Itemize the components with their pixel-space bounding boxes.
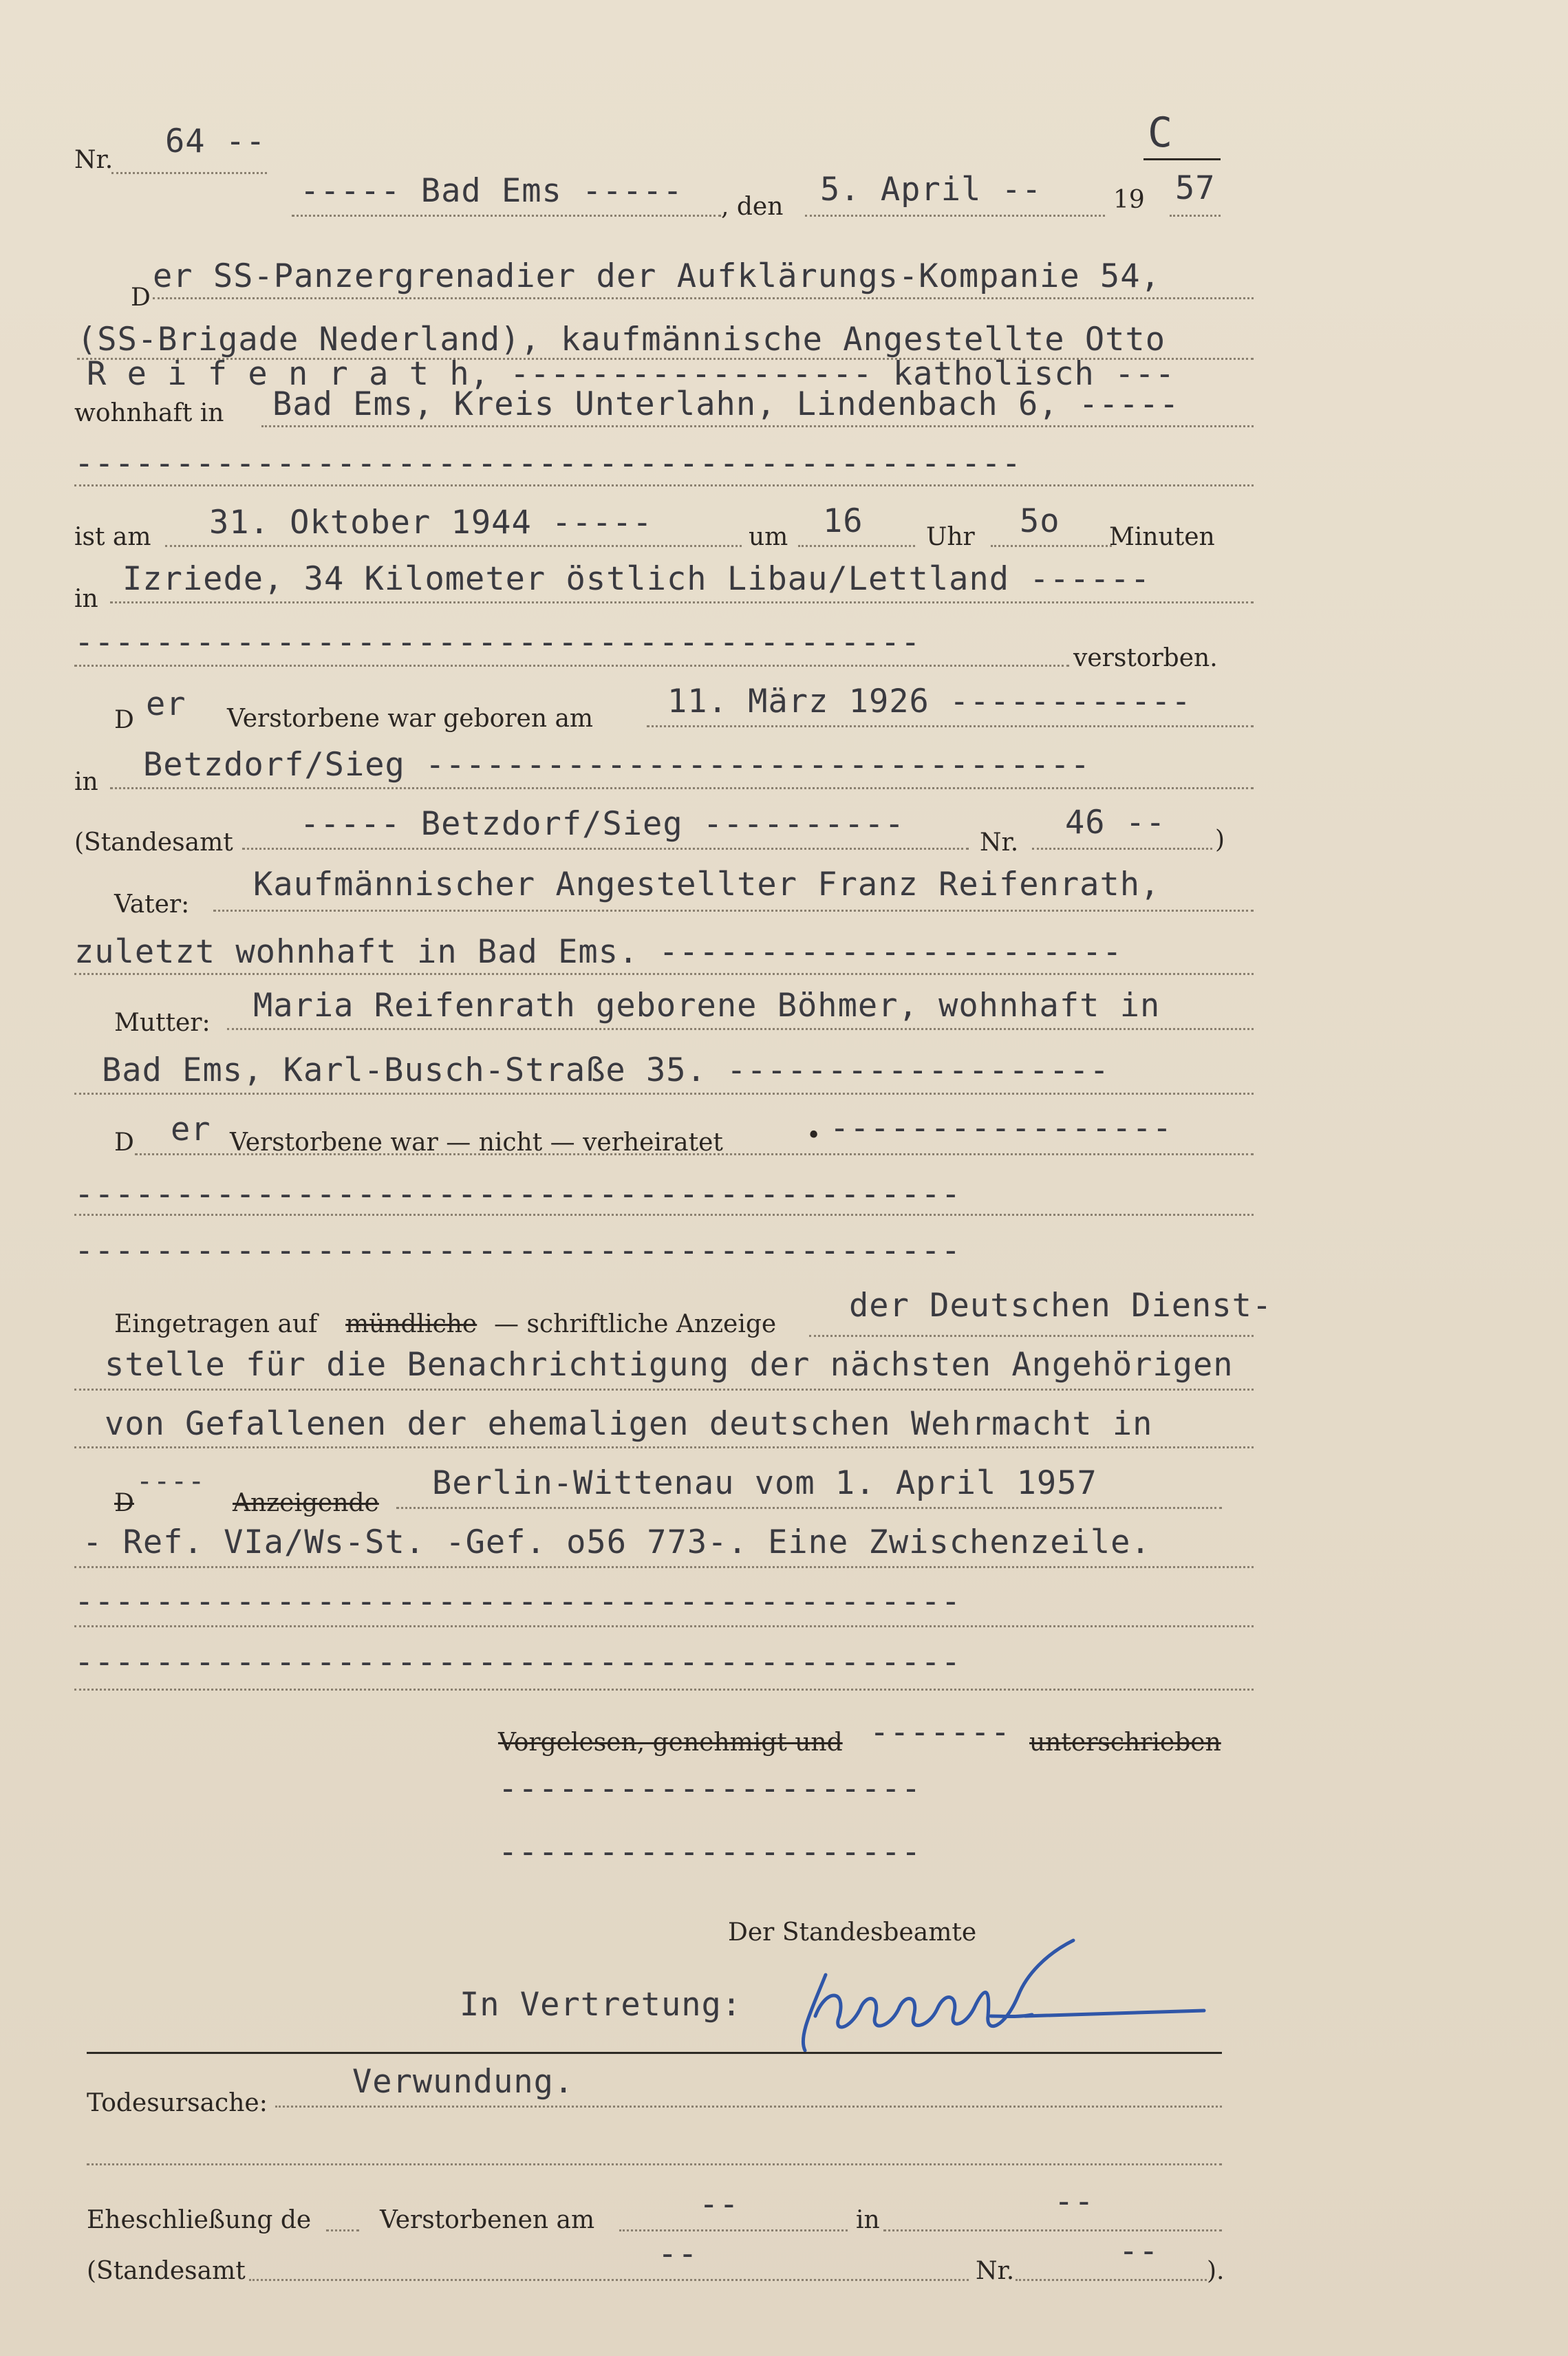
- birth-nr-dots: [1032, 848, 1212, 850]
- entry-d-dashes: ----: [136, 1466, 206, 1497]
- entry-dash-dots-2: [74, 1689, 1254, 1691]
- entry-line-5: - Ref. VIa/Ws-St. -Gef. o56 773-. Eine Zwischenzeile.: [83, 1523, 1151, 1561]
- in-vertretung-label: In Vertretung:: [460, 1986, 742, 2024]
- entry-line-1-dots: [809, 1335, 1254, 1337]
- birth-d-prefix: D: [114, 706, 134, 734]
- person-line-1: er SS-Panzergrenadier der Aufklärungs-Kompanie 54,: [153, 257, 1161, 295]
- um-label: um: [749, 523, 788, 551]
- footer-close: ).: [1207, 2257, 1225, 2285]
- minutes-dots: [991, 545, 1112, 547]
- den-label: , den: [721, 193, 784, 221]
- marital-label: Verstorbene war — nicht — verheiratet: [230, 1128, 723, 1157]
- marital-dash-dots-1: [74, 1214, 1254, 1216]
- uhr-label: Uhr: [926, 523, 975, 551]
- death-minutes: 5o: [1020, 502, 1060, 540]
- mutter-line-2: Bad Ems, Karl-Busch-Straße 35. -------------------: [102, 1051, 1110, 1089]
- mutter-line-2-dots: [74, 1093, 1254, 1095]
- entry-line-2: stelle für die Benachrichtigung der nächsten Angehörigen: [105, 1346, 1234, 1384]
- vater-label: Vater:: [114, 890, 190, 919]
- register-underline: [1143, 158, 1221, 160]
- birth-standesamt-value: ----- Betzdorf/Sieg ----------: [300, 805, 905, 843]
- birth-place: Betzdorf/Sieg ---------------------------------: [143, 746, 1091, 784]
- wohnhaft-label: wohnhaft in: [74, 399, 224, 427]
- entry-line-3: von Gefallenen der ehemaligen deutschen Wehrmacht in: [105, 1405, 1153, 1443]
- ist-am-label: ist am: [74, 523, 151, 551]
- eheschliessung-label-b: Verstorbenen am: [380, 2206, 595, 2234]
- birth-place-dots: [110, 787, 1254, 789]
- closing-struck-vorgelesen: Vorgelesen, genehmigt und: [498, 1728, 843, 1757]
- entry-struck-muendliche: mündliche: [345, 1310, 477, 1338]
- death-place-dots: [110, 601, 1254, 603]
- todesursache-label: Todesursache:: [87, 2089, 268, 2117]
- mutter-label: Mutter:: [114, 1009, 211, 1037]
- footer-nr-value: --: [1119, 2232, 1159, 2270]
- eheschliessung-in-label: in: [856, 2206, 880, 2234]
- entry-line-4: Berlin-Wittenau vom 1. April 1957: [432, 1464, 1097, 1502]
- entry-label-part-1: Eingetragen auf: [114, 1310, 318, 1338]
- vater-line-1-dots: [213, 910, 1254, 912]
- in-label: in: [74, 585, 98, 613]
- person-line-3: R e i f e n r a t h, ------------------ katholisch ---: [87, 355, 1176, 393]
- birth-label: Verstorbene war geboren am: [227, 705, 594, 733]
- birth-close-paren: ): [1215, 826, 1225, 854]
- mutter-line-1-dots: [227, 1028, 1254, 1030]
- birth-standesamt-label: (Standesamt: [74, 828, 233, 857]
- entry-line-2-dots: [74, 1389, 1254, 1391]
- entry-line-3-dots: [74, 1446, 1254, 1448]
- todesursache-dots: [275, 2106, 1222, 2108]
- person-line-2-dots: [77, 358, 1254, 360]
- address-dots: [261, 425, 1254, 427]
- death-dash-dots: [74, 665, 1069, 667]
- footer-nr-dots: [1016, 2279, 1207, 2281]
- birth-standesamt-dots: [242, 848, 969, 850]
- todesursache-value: Verwundung.: [352, 2063, 574, 2101]
- birth-nr-label: Nr.: [980, 828, 1019, 857]
- death-date-dots: [165, 545, 742, 547]
- hour-dots: [798, 545, 915, 547]
- footer-standesamt-dots: [249, 2279, 969, 2281]
- birth-d-suffix: er: [146, 685, 186, 723]
- marital-dash-line-2: --------------------------------------------: [74, 1232, 962, 1270]
- closing-dash-line-1: ---------------------: [498, 1770, 922, 1808]
- vater-line-1: Kaufmännischer Angestellter Franz Reifenrath,: [253, 866, 1161, 903]
- register-letter: C: [1148, 109, 1174, 157]
- entry-dash-line-1: --------------------------------------------: [74, 1583, 962, 1620]
- birth-in-label: in: [74, 768, 98, 796]
- verstorben-label: verstorben.: [1073, 644, 1218, 672]
- registrar-title: Der Standesbeamte: [728, 1918, 977, 1947]
- eheschliessung-place: --: [1054, 2183, 1095, 2220]
- person-dash-line: -----------------------------------------------: [74, 445, 1022, 482]
- handwritten-signature: [784, 1913, 1225, 2064]
- marital-d-suffix: er: [171, 1111, 211, 1148]
- place-dotted-line: [292, 215, 721, 217]
- marital-bullet: •: [806, 1122, 821, 1150]
- marital-d-prefix: D: [114, 1128, 134, 1157]
- marital-dots: [135, 1153, 1254, 1155]
- birth-nr-value: 46 --: [1065, 804, 1166, 842]
- marital-value: -----------------: [830, 1109, 1173, 1147]
- year-prefix: 19: [1113, 186, 1145, 214]
- entry-dash-dots-1: [74, 1625, 1254, 1627]
- entry-line-4-dots: [396, 1507, 1222, 1509]
- mutter-line-1: Maria Reifenrath geborene Böhmer, wohnhaft in: [253, 987, 1161, 1025]
- registry-place: ----- Bad Ems -----: [300, 172, 683, 210]
- death-date: 31. Oktober 1944 -----: [209, 504, 653, 542]
- date-dotted-line: [805, 215, 1105, 217]
- eheschliessung-label-a: Eheschließung de: [87, 2206, 312, 2234]
- dash-line-dots: [74, 484, 1254, 486]
- ehe-date-dots: [619, 2229, 848, 2231]
- ehe-place-dots: [883, 2229, 1222, 2231]
- closing-dash-line-2: ---------------------: [498, 1833, 922, 1871]
- nr-dotted-line: [111, 172, 267, 174]
- year-dotted-line: [1170, 215, 1221, 217]
- nr-value: 64 --: [165, 122, 266, 160]
- entry-line-1: der Deutschen Dienst-: [849, 1287, 1273, 1325]
- footer-standesamt-value: --: [658, 2235, 698, 2273]
- person-line-2: (SS-Brigade Nederland), kaufmännische Angestellte Otto: [77, 321, 1166, 358]
- marital-dash-line-1: --------------------------------------------: [74, 1175, 962, 1213]
- signature-separator-line: [87, 2052, 1222, 2054]
- person-address: Bad Ems, Kreis Unterlahn, Lindenbach 6, -----: [272, 385, 1180, 423]
- eheschliessung-date: --: [699, 2185, 740, 2223]
- closing-dashes: -------: [870, 1713, 1011, 1751]
- death-place: Izriede, 34 Kilometer östlich Libau/Lettland ------: [122, 560, 1151, 598]
- minuten-label: Minuten: [1109, 523, 1215, 551]
- entry-line-5-dots: [74, 1566, 1254, 1568]
- entry-struck-d: D: [114, 1489, 134, 1517]
- todesursache-dots-2: [87, 2163, 1222, 2165]
- closing-struck-unterschrieben: unterschrieben: [1029, 1728, 1221, 1757]
- nr-label: Nr.: [74, 146, 114, 174]
- person-line-1-dots: [153, 297, 1254, 299]
- birth-date: 11. März 1926 ------------: [667, 683, 1192, 720]
- registry-year: 57: [1175, 169, 1216, 207]
- vater-line-2-dots: [74, 973, 1254, 975]
- entry-label-part-2: — schriftliche Anzeige: [494, 1310, 777, 1338]
- entry-dash-line-2: --------------------------------------------: [74, 1643, 962, 1681]
- entry-struck-anzeigende: Anzeigende: [233, 1489, 379, 1517]
- person-d-prefix: D: [131, 283, 151, 312]
- birth-date-dots: [647, 725, 1254, 727]
- death-dash-line: ------------------------------------------: [74, 623, 921, 661]
- registry-date: 5. April --: [820, 171, 1042, 208]
- ehe-d-dots: [326, 2229, 359, 2231]
- footer-nr-label: Nr.: [976, 2257, 1015, 2285]
- vater-line-2: zuletzt wohnhaft in Bad Ems. -----------------------: [74, 933, 1123, 971]
- death-hour: 16: [823, 502, 863, 540]
- footer-standesamt-label: (Standesamt: [87, 2257, 246, 2285]
